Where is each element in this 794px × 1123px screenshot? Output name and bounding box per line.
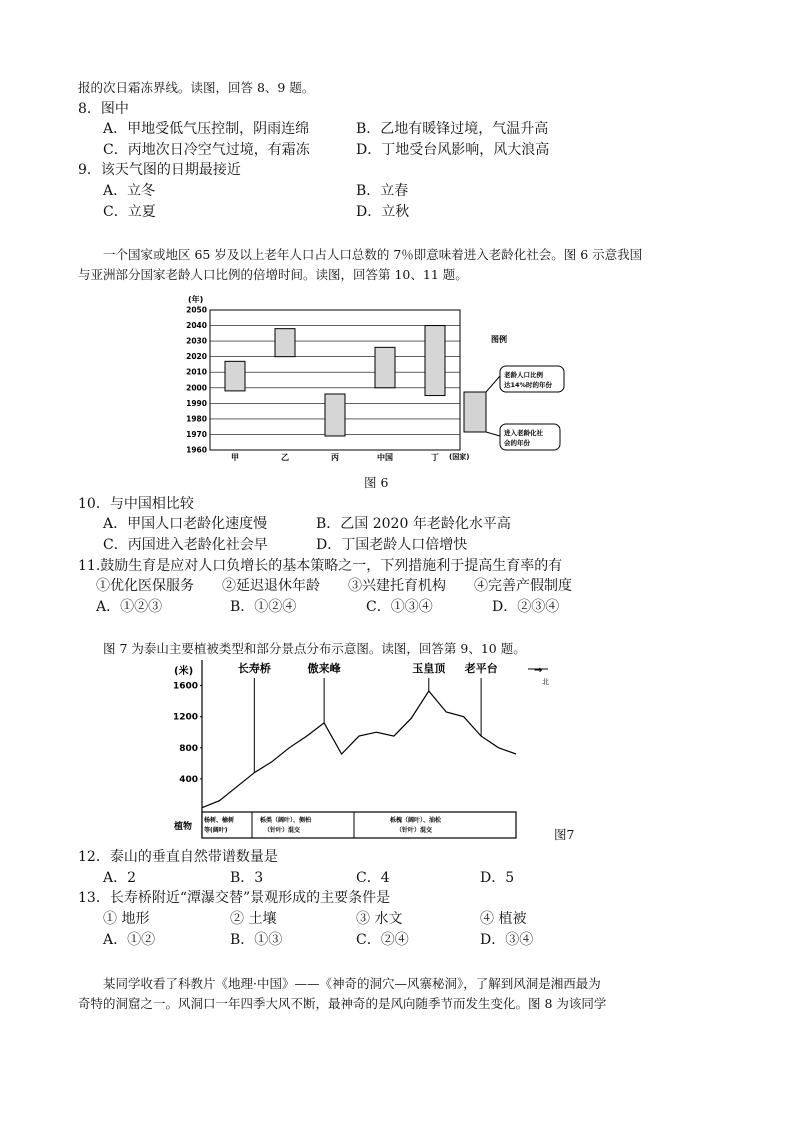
- fig6-y-tick-label: 1960: [186, 445, 207, 455]
- fig7-peak-label: 傲来峰: [307, 662, 341, 675]
- fig6-y-tick-label: 2020: [186, 352, 207, 362]
- fig6-x-label: 甲: [231, 453, 239, 462]
- q12-stem: 12．泰山的垂直自然带谱数量是: [78, 849, 278, 865]
- figure-7-profile: [168, 656, 568, 842]
- fig7-veg2-l1: 栎类（阔叶）、侧柏: [260, 817, 312, 824]
- q12-option-c: C．4: [356, 870, 390, 886]
- fig6-legend-bottom-l1: 进入老龄化社: [504, 429, 543, 437]
- fig6-unit: (年): [188, 295, 204, 304]
- fig6-legend-bottom-l2: 会的年份: [504, 439, 530, 447]
- passage3: 图 7 为泰山主要植被类型和部分景点分布示意图。读图，回答第 9、10 题。: [103, 641, 526, 656]
- fig7-veg3-l2: （针叶）混交: [396, 827, 433, 834]
- q11-option-d: D．②③④: [492, 599, 560, 615]
- q12-option-a: A．2: [103, 870, 137, 886]
- fig6-x-note: (国家): [449, 453, 470, 461]
- fig7-y-tick-label: 400: [179, 774, 198, 785]
- q13-item-3: ③ 水文: [356, 911, 403, 927]
- q13-option-b: B．①③: [230, 932, 283, 948]
- fig6-caption: 图 6: [364, 475, 389, 490]
- fig6-y-tick-label: 2010: [186, 367, 207, 377]
- fig6-legend-top-l1: 老龄人口比例: [504, 371, 543, 379]
- fig6-y-tick-label: 2050: [186, 305, 207, 315]
- fig6-legend-top-l2: 达14%时的年份: [504, 381, 553, 389]
- q13-option-a: A．①②: [103, 932, 156, 948]
- q10-option-c: C．丙国进入老龄化社会早: [103, 537, 268, 553]
- q11-option-c: C．①③④: [366, 599, 433, 615]
- q9-option-b: B．立春: [356, 183, 409, 199]
- q11-option-a: A．①②③: [96, 599, 163, 615]
- fig6-y-tick-label: 1970: [186, 429, 207, 439]
- fig7-peak-label: 玉皇顶: [412, 662, 446, 675]
- fig6-y-tick-label: 2000: [186, 383, 207, 393]
- q10-option-a: A．甲国人口老龄化速度慢: [103, 516, 268, 532]
- q12-option-d: D．5: [480, 870, 515, 886]
- passage2-line1: 一个国家或地区 65 岁及以上老年人口占人口总数的 7％即意味着进入老龄化社会。图 6 示意我国: [103, 247, 643, 262]
- fig7-peak-label: 老平台: [464, 662, 498, 675]
- passage4-line1: 某同学收看了科教片《地理·中国》——《神奇的洞穴—风寨秘洞》，了解到风洞是湘西最为: [103, 976, 601, 991]
- fig7-veg1-l1: 杨树、榆树: [204, 817, 235, 824]
- fig6-y-tick-label: 1990: [186, 398, 207, 408]
- fig6-x-label: 丙: [331, 453, 339, 462]
- fig6-x-label: 丁: [431, 453, 439, 462]
- fig7-veg-label: 植物: [174, 822, 193, 832]
- fig7-unit: (米): [174, 666, 194, 677]
- fig6-bar-4: [425, 326, 445, 396]
- q8-option-d: D．丁地受台风影响，风大浪高: [356, 142, 550, 158]
- q13-stem: 13．长寿桥附近“潭瀑交替”景观形成的主要条件是: [78, 890, 391, 906]
- fig6-legend-title: 图例: [491, 335, 507, 344]
- fig7-veg3-l1: 栎槐（阔叶）、油松: [390, 817, 442, 824]
- fig6-bar-0: [225, 361, 245, 391]
- fig7-north-label: 北: [542, 678, 549, 686]
- fig7-peak-label: 长寿桥: [237, 662, 271, 675]
- q13-item-2: ② 土壤: [230, 911, 277, 927]
- fig7-veg2-l2: （针叶）混交: [264, 827, 301, 834]
- fig6-y-tick-label: 2030: [186, 336, 207, 346]
- q13-option-d: D．③④: [480, 932, 534, 948]
- q10-stem: 10．与中国相比较: [78, 496, 194, 512]
- passage2-line2: 与亚洲部分国家老龄人口比例的倍增时间。读图，回答第 10、11 题。: [78, 267, 468, 282]
- q11-items: ①优化医保服务 ②延迟退休年龄 ③兴建托育机构 ④完善产假制度: [96, 578, 572, 594]
- fig6-bar-2: [325, 394, 345, 436]
- q9-option-d: D．立秋: [356, 204, 410, 220]
- q10-option-d: D．丁国老龄人口倍增快: [316, 537, 468, 553]
- q10-option-b: B．乙国 2020 年老龄化水平高: [316, 516, 511, 532]
- q13-item-4: ④ 植被: [480, 911, 527, 927]
- q11-option-b: B．①②④: [230, 599, 297, 615]
- q9-stem: 9．该天气图的日期最接近: [78, 162, 241, 178]
- q8-option-b: B．乙地有暖锋过境，气温升高: [356, 121, 549, 137]
- fig7-y-tick-label: 800: [179, 743, 198, 754]
- q11-stem: 11.鼓励生育是应对人口负增长的基本策略之一，下列措施利于提高生育率的有: [78, 558, 563, 574]
- fig6-y-tick-label: 2040: [186, 321, 207, 331]
- fig6-legend-swatch: [464, 392, 486, 432]
- q13-item-1: ① 地形: [103, 911, 150, 927]
- fig6-y-tick-label: 1980: [186, 414, 207, 424]
- q8-option-a: A．甲地受低气压控制，阴雨连绵: [103, 121, 310, 137]
- q9-option-a: A．立冬: [103, 183, 156, 199]
- q12-option-b: B．3: [230, 870, 264, 886]
- fig6-bar-1: [275, 329, 295, 357]
- q13-option-c: C．②④: [356, 932, 409, 948]
- q8-option-c: C．丙地次日冷空气过境，有霜冻: [103, 142, 310, 158]
- figure-6-chart: [178, 290, 578, 490]
- fig7-y-tick-label: 1200: [172, 712, 198, 723]
- fig7-caption: 图7: [554, 827, 575, 842]
- fig6-x-label: 乙: [281, 453, 289, 462]
- fig7-vegetation-band: [202, 812, 516, 838]
- intro-tail: 报的次日霜冻界线。读图，回答 8、9 题。: [78, 80, 315, 95]
- fig7-veg1-l2: 等(阔叶): [204, 827, 228, 834]
- fig7-north-arrow-icon: →: [534, 665, 543, 676]
- fig6-x-label: 中国: [377, 453, 393, 462]
- q9-option-c: C．立夏: [103, 204, 156, 220]
- fig7-y-tick-label: 1600: [172, 681, 198, 692]
- q8-stem: 8．图中: [78, 101, 129, 117]
- fig7-terrain-line: [202, 691, 516, 808]
- fig6-bar-3: [375, 347, 395, 387]
- passage4-line2: 奇特的洞窟之一。风洞口一年四季大风不断，最神奇的是风向随季节而发生变化。图 8 为该同学: [78, 996, 607, 1011]
